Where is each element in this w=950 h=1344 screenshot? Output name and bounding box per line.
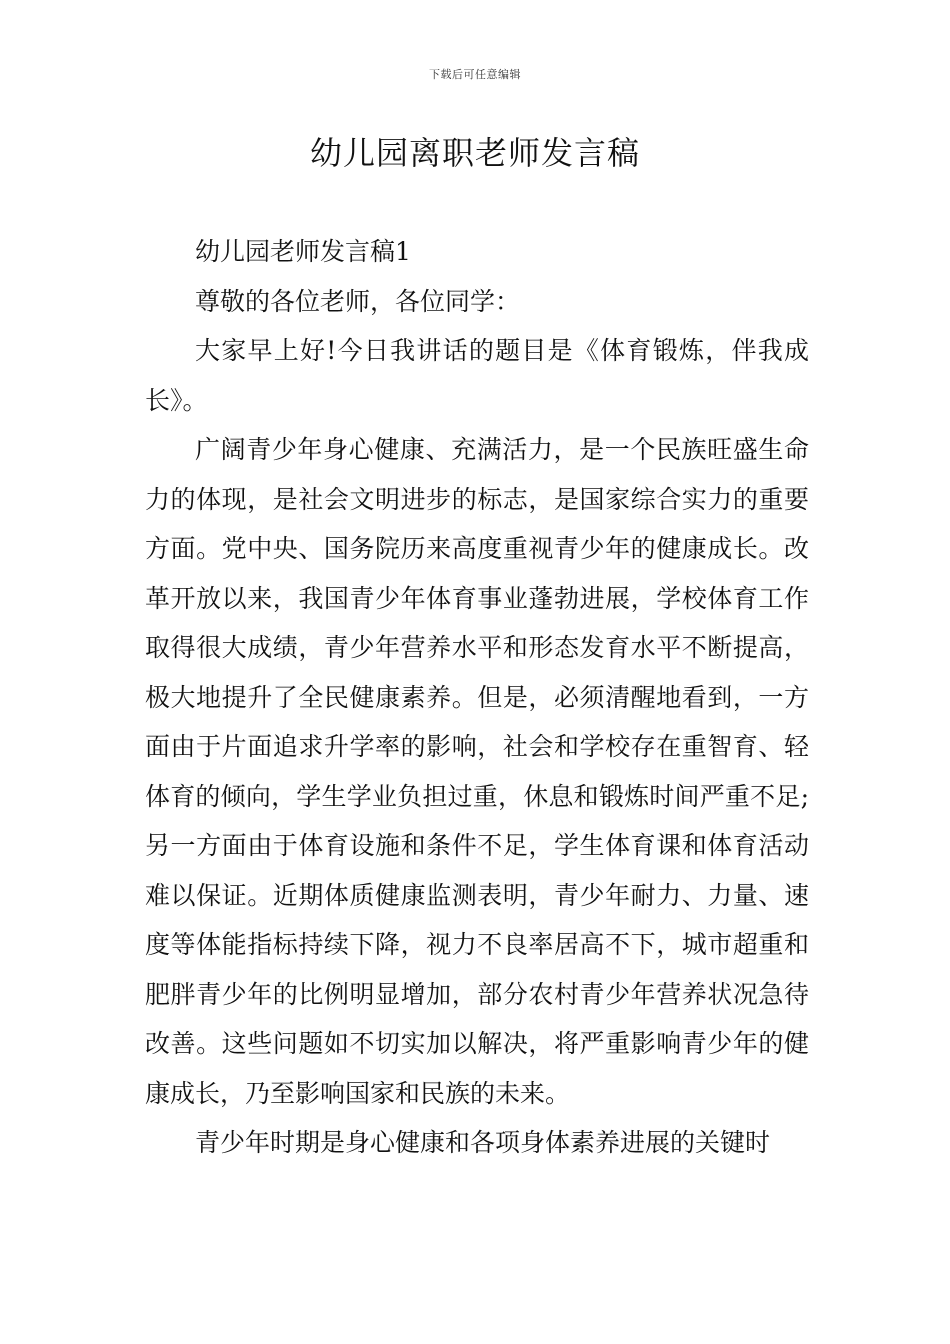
paragraph-salutation: 尊敬的各位老师，各位同学： [195, 286, 521, 316]
paragraph-heading: 幼儿园老师发言稿1 [195, 237, 411, 266]
header-note: 下载后可任意编辑 [429, 68, 521, 81]
paragraph-greeting: 大家早上好!今日我讲话的题目是《体育锻炼，伴我成长》。 [145, 336, 809, 415]
document-body [145, 227, 809, 1168]
paragraph-main: 广阔青少年身心健康、充满活力，是一个民族旺盛生命力的体现，是社会文明进步的标志，是国家综合实力的重要方面。党中央、国务院历来高度重视青少年的健康成长。改革开放以来，我国青少年体育事业蓬勃进展，学校体育工作取得很大成绩，青少年营养水平和形态发育水平不断提高，极大地提升了全民健康素养。但是，必须清醒地看到，一方面由于片面追求升学率的影响，社会和学校存在重智育、轻体育的倾向，学生学业负担过重，休息和锻炼时间严重不足;另一方面由于体育设施和条件不足，学生体育课和体育活动难以保证。近期体质健康监测表明，青少年耐力、力量、速度等体能指标持续下降，视力不良率居高不下，城市超重和肥胖青少年的比例明显增加，部分农村青少年营养状况急待改善。这些问题如不切实加以解决，将严重影响青少年的健康成长，乃至影响国家和民族的未来。 [145, 435, 809, 1108]
paragraph-continued: 青少年时期是身心健康和各项身体素养进展的关键时 [195, 1128, 771, 1157]
document-title: 幼儿园离职老师发言稿 [309, 134, 640, 172]
